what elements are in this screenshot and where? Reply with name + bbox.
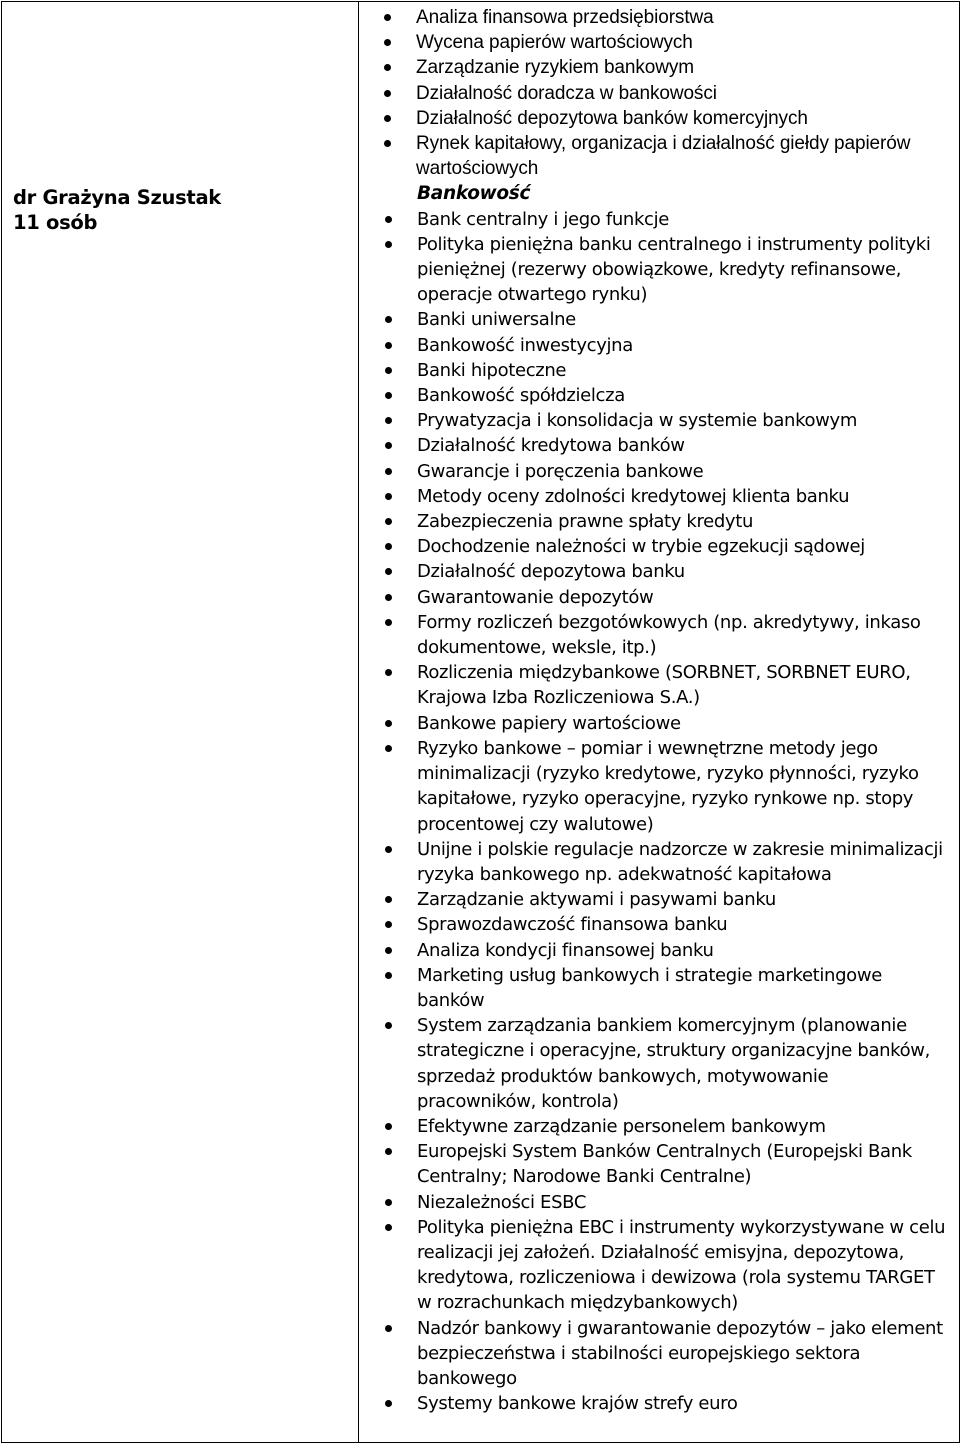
list-item: Bankowe papiery wartościowe — [359, 711, 959, 736]
topics-list-banking — [359, 207, 959, 610]
list-item: Sprawozdawczość finansowa banku — [359, 912, 959, 937]
list-item: Metody oceny zdolności kredytowej klienta banku — [359, 484, 959, 509]
list-item: Gwarantowanie depozytów — [359, 585, 959, 610]
list-item: Formy rozliczeń bezgotówkowych (np. akredytywy, inkaso dokumentowe, weksle, itp.) — [359, 610, 959, 660]
supervisor-cell — [2, 2, 359, 1443]
topics-content — [359, 2, 959, 1416]
list-item: System zarządzania bankiem komercyjnym (planowanie strategiczne i operacyjne, struktury organizacyjne banków, sprzedaż produktów bankowych, motywowanie pracowników, kontrola) — [359, 1013, 959, 1114]
list-item: Polityka pieniężna banku centralnego i instrumenty polityki pieniężnej (rezerwy obowiązkowe, kredyty refinansowe, operacje otwartego rynku) — [359, 232, 959, 308]
list-item: Marketing usług bankowych i strategie marketingowe banków — [359, 963, 959, 1013]
topics-list-general — [359, 5, 959, 181]
list-item: Unijne i polskie regulacje nadzorcze w zakresie minimalizacji ryzyka bankowego np. adekwatność kapitałowa — [359, 837, 959, 887]
list-item: Bank centralny i jego funkcje — [359, 207, 959, 232]
table-row — [2, 2, 960, 1443]
list-item: Bankowość inwestycyjna — [359, 333, 959, 358]
list-item: Analiza kondycji finansowej banku — [359, 938, 959, 963]
topics-table — [1, 1, 960, 1443]
list-item: Europejski System Banków Centralnych (Europejski Bank Centralny; Narodowe Banki Centralne) — [359, 1139, 959, 1189]
list-item: Ryzyko bankowe – pomiar i wewnętrzne metody jego minimalizacji (ryzyko kredytowe, ryzyko płynności, ryzyko kapitałowe, ryzyko operacyjne, ryzyko rynkowe np. stopy procentowej czy walutowe) — [359, 736, 959, 837]
list-item: Działalność depozytowa banku — [359, 559, 959, 584]
list-item: Działalność doradcza w bankowości — [359, 81, 959, 106]
list-item: Zabezpieczenia prawne spłaty kredytu — [359, 509, 959, 534]
list-item: Efektywne zarządzanie personelem bankowym — [359, 1114, 959, 1139]
supervisor-block — [2, 2, 358, 235]
list-item: Nadzór bankowy i gwarantowanie depozytów – jako element bezpieczeństwa i stabilności europejskiego sektora bankowego — [359, 1316, 959, 1392]
list-item: Działalność depozytowa banków komercyjnych — [359, 106, 959, 131]
list-item: Banki uniwersalne — [359, 307, 959, 332]
list-item: Niezależności ESBC — [359, 1190, 959, 1215]
list-item: Prywatyzacja i konsolidacja w systemie bankowym — [359, 408, 959, 433]
list-item: Gwarancje i poręczenia bankowe — [359, 459, 959, 484]
list-item: Zarządzanie aktywami i pasywami banku — [359, 887, 959, 912]
list-item: Działalność kredytowa banków — [359, 433, 959, 458]
list-item: Dochodzenie należności w trybie egzekucji sądowej — [359, 534, 959, 559]
student-count: 11 osób — [13, 211, 98, 234]
topics-cell — [359, 2, 960, 1443]
list-item: Banki hipoteczne — [359, 358, 959, 383]
list-item: Rozliczenia międzybankowe (SORBNET, SORBNET EURO, Krajowa Izba Rozliczeniowa S.A.) — [359, 660, 959, 710]
list-item: Wycena papierów wartościowych — [359, 30, 959, 55]
list-item: Rynek kapitałowy, organizacja i działalność giełdy papierów wartościowych — [359, 131, 959, 181]
list-item: Polityka pieniężna EBC i instrumenty wykorzystywane w celu realizacji jej założeń. Działalność emisyjna, depozytowa, kredytowa, rozliczeniowa i dewizowa (rola systemu TARGET w rozrachunkach międzybankowych) — [359, 1215, 959, 1316]
list-item: Zarządzanie ryzykiem bankowym — [359, 55, 959, 80]
section-heading-banking: Bankowość — [417, 183, 531, 205]
topics-list-banking-continued — [359, 610, 959, 1417]
list-item: Bankowość spółdzielcza — [359, 383, 959, 408]
list-item: Analiza finansowa przedsiębiorstwa — [359, 5, 959, 30]
list-item: Systemy bankowe krajów strefy euro — [359, 1391, 959, 1416]
supervisor-name: dr Grażyna Szustak — [13, 186, 221, 209]
